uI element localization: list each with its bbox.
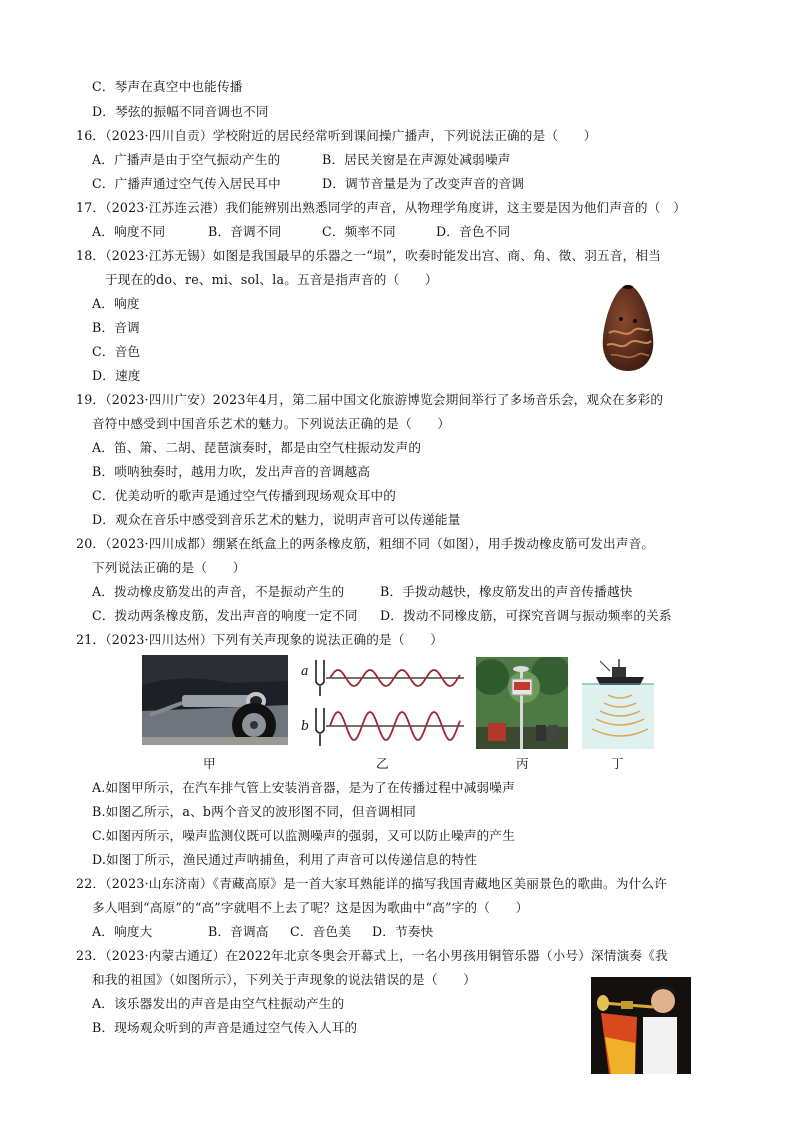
q17-stem: 17．（2023·江苏连云港）我们能辨别出熟悉同学的声音，从物理学角度讲，这主要是因为他们声音的（ ） bbox=[76, 200, 687, 215]
q18-stem-line1: 18．（2023·江苏无锡）如图是我国最早的乐器之一“埙”，吹奏时能发出宫、商、角、徵、羽五音，相当 bbox=[76, 248, 661, 263]
q22-stem-line2: 多人唱到“高原”的“高”字就唱不上去了呢？这是因为歌曲中“高”字的（ ） bbox=[92, 900, 529, 915]
q22-option-b: B．音调高 bbox=[208, 924, 269, 939]
caption-yi: 乙 bbox=[376, 756, 389, 771]
fork-b-label: b bbox=[301, 718, 310, 733]
q15-option-d: D．琴弦的振幅不同音调也不同 bbox=[92, 104, 269, 119]
q18-stem-line2: 于现在的do、re、mi、sol、la。五音是指声音的（ ） bbox=[105, 272, 438, 287]
q21-option-c: C.如图丙所示，噪声监测仪既可以监测噪声的强弱，又可以防止噪声的产生 bbox=[92, 828, 515, 843]
xun-instrument-image bbox=[597, 283, 659, 373]
q23-stem-line1: 23．（2023·内蒙古通辽）在2022年北京冬奥会开幕式上，一名小男孩用铜管乐器（小号）深情演奏《我 bbox=[76, 948, 668, 963]
q21-option-b: B.如图乙所示，a、b两个音叉的波形图不同，但音调相同 bbox=[92, 804, 416, 819]
q20-option-a: A．拨动橡皮筋发出的声音，不是振动产生的 bbox=[92, 584, 345, 599]
fork-a-label: a bbox=[301, 663, 309, 678]
q15-option-c: C．琴声在真空中也能传播 bbox=[92, 79, 243, 94]
q16-option-c: C．广播声通过空气传入居民耳中 bbox=[92, 176, 281, 191]
q23-stem-line2: 和我的祖国》（如图所示），下列关于声现象的说法错误的是（ ） bbox=[92, 972, 477, 987]
q16-option-a: A．广播声是由于空气振动产生的 bbox=[92, 152, 281, 167]
car-exhaust-image bbox=[142, 655, 288, 745]
q16-option-d: D．调节音量是为了改变声音的音调 bbox=[322, 176, 525, 191]
caption-ding: 丁 bbox=[611, 756, 624, 771]
q18-option-c: C．音色 bbox=[92, 344, 141, 359]
q18-option-b: B．音调 bbox=[92, 320, 140, 335]
q20-option-c: C．拨动两条橡皮筋，发出声音的响度一定不同 bbox=[92, 608, 358, 623]
q19-option-d: D．观众在音乐中感受到音乐艺术的魅力，说明声音可以传递能量 bbox=[92, 512, 461, 527]
q19-option-a: A．笛、箫、二胡、琵琶演奏时，都是由空气柱振动发声的 bbox=[92, 440, 422, 455]
q22-stem-line1: 22．（2023·山东济南）《青藏高原》是一首大家耳熟能详的描写我国青藏地区美丽景色的歌曲。为什么许 bbox=[76, 876, 668, 891]
q17-option-d: D．音色不同 bbox=[436, 224, 511, 239]
q16-stem: 16．（2023·四川自贡）学校附近的居民经常听到课间操广播声，下列说法正确的是（ ） bbox=[76, 128, 597, 143]
q19-stem-line2: 音符中感受到中国音乐艺术的魅力。下列说法正确的是（ ） bbox=[92, 416, 451, 431]
q22-option-a: A．响度大 bbox=[92, 924, 153, 939]
q20-option-b: B．手拨动越快，橡皮筋发出的声音传播越快 bbox=[380, 584, 633, 599]
q21-option-d: D.如图丁所示，渔民通过声呐捕鱼，利用了声音可以传递信息的特性 bbox=[92, 852, 478, 867]
caption-jia: 甲 bbox=[203, 756, 216, 771]
q17-option-a: A．响度不同 bbox=[92, 224, 166, 239]
tuning-fork-waveforms bbox=[298, 656, 464, 748]
q18-option-d: D．速度 bbox=[92, 368, 141, 383]
q19-stem-line1: 19．（2023·四川广安）2023年4月，第二届中国文化旅游博览会期间举行了多场音乐会，观众在多彩的 bbox=[76, 392, 664, 407]
q20-option-d: D．拨动不同橡皮筋，可探究音调与振动频率的关系 bbox=[380, 608, 672, 623]
caption-bing: 丙 bbox=[516, 756, 529, 771]
q17-option-b: B．音调不同 bbox=[208, 224, 282, 239]
q22-option-c: C．音色美 bbox=[290, 924, 352, 939]
q23-option-b: B．现场观众听到的声音是通过空气传入人耳的 bbox=[92, 1020, 358, 1035]
noise-monitor-image bbox=[476, 657, 568, 749]
q19-option-c: C．优美动听的歌声是通过空气传播到现场观众耳中的 bbox=[92, 488, 397, 503]
q21-option-a: A.如图甲所示，在汽车排气管上安装消音器，是为了在传播过程中减弱噪声 bbox=[92, 780, 515, 795]
q16-option-b: B．居民关窗是在声源处减弱噪声 bbox=[322, 152, 511, 167]
q23-option-a: A．该乐器发出的声音是由空气柱振动产生的 bbox=[92, 996, 345, 1011]
q20-stem-line2: 下列说法正确的是（ ） bbox=[92, 560, 246, 575]
q22-option-d: D．节奏快 bbox=[372, 924, 434, 939]
q19-option-b: B．唢呐独奏时，越用力吹，发出声音的音调越高 bbox=[92, 464, 371, 479]
q17-option-c: C．频率不同 bbox=[322, 224, 396, 239]
q21-stem: 21．（2023·四川达州）下列有关声现象的说法正确的是（ ） bbox=[76, 632, 444, 647]
q20-stem-line1: 20．（2023·四川成都）绷紧在纸盒上的两条橡皮筋，粗细不同（如图），用手拨动橡皮筋可发出声音。 bbox=[76, 536, 655, 551]
trumpet-boy-image bbox=[591, 977, 691, 1074]
sonar-fishing-image bbox=[582, 657, 654, 749]
q18-option-a: A．响度 bbox=[92, 296, 140, 311]
